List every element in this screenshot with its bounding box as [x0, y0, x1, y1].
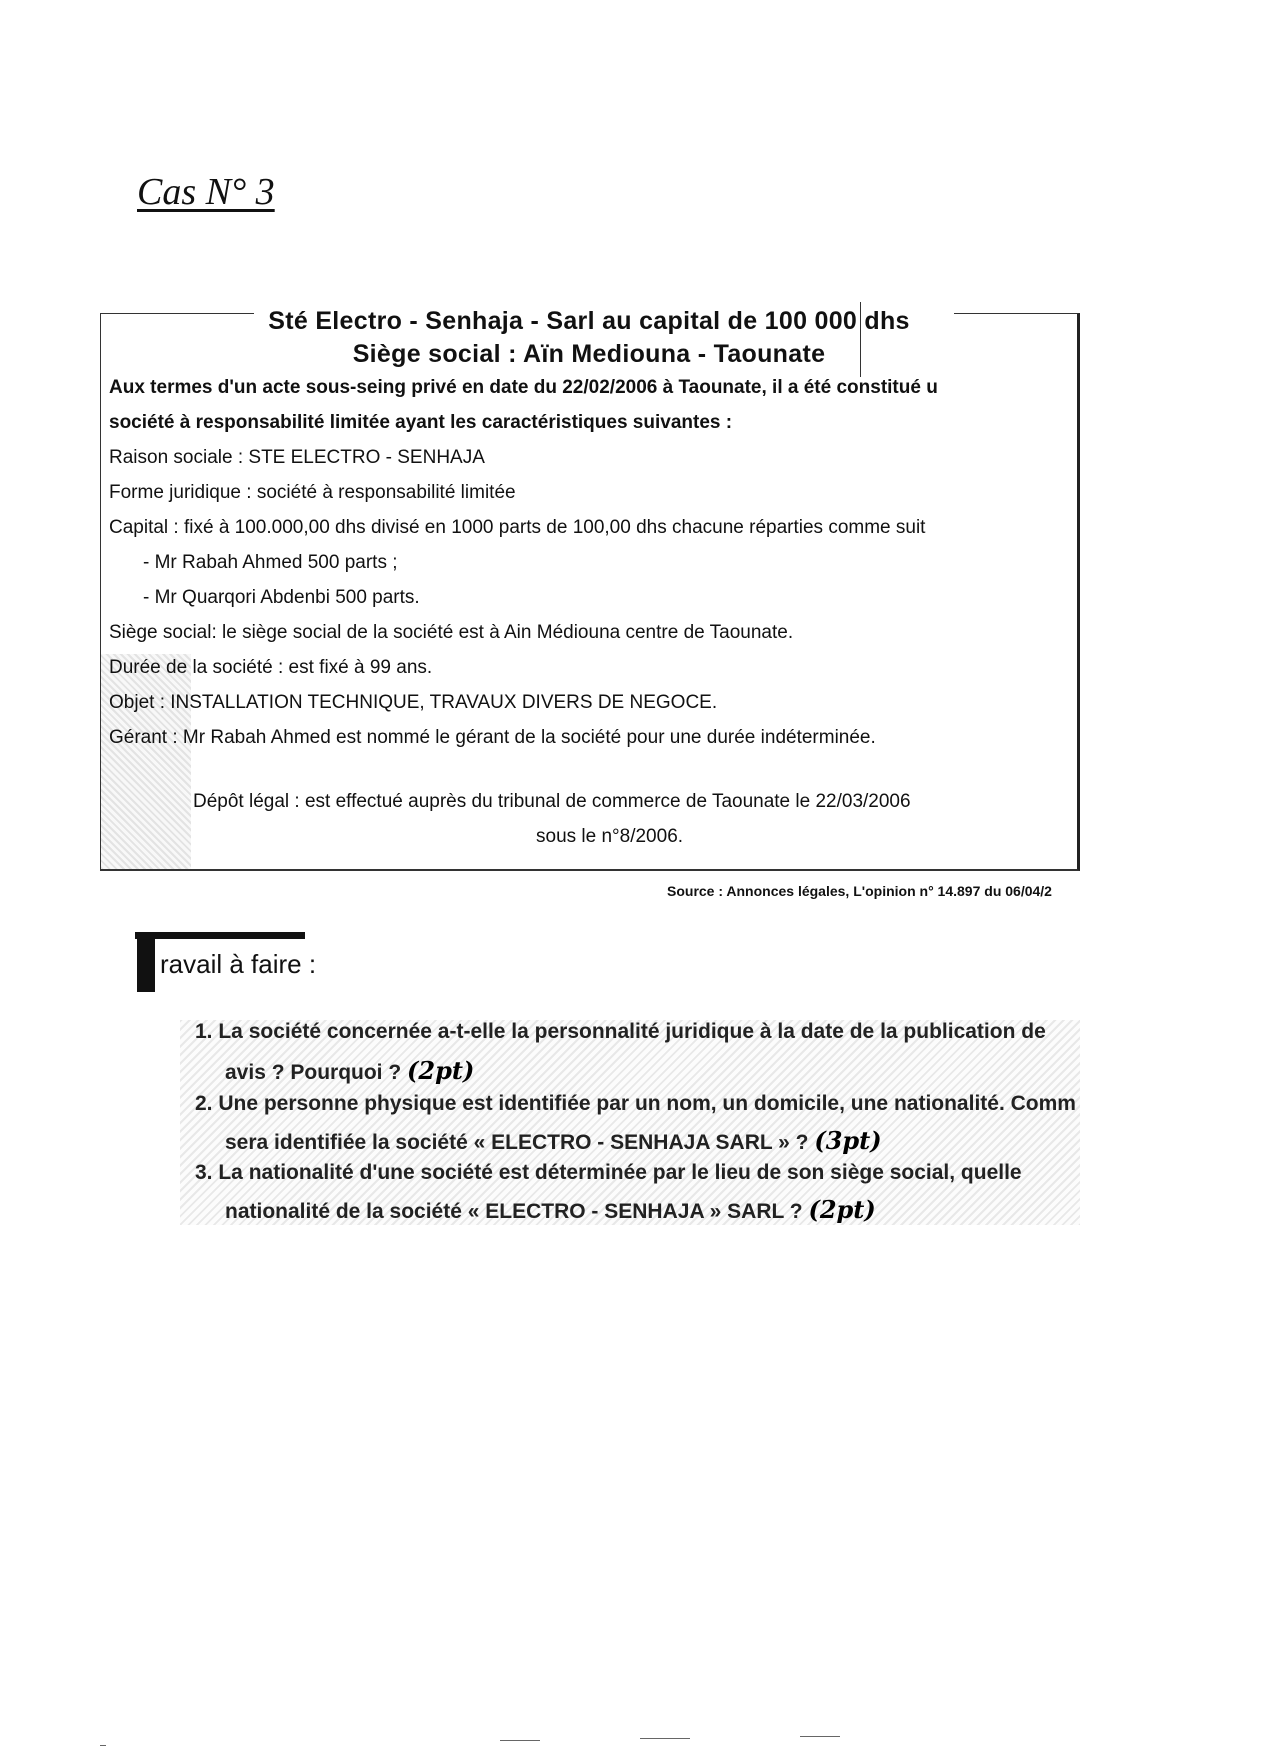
- notice-heading-seat: Siège social : Aïn Mediouna - Taounate: [352, 340, 826, 368]
- notice-line-6: - Mr Rabah Ahmed 500 parts ;: [143, 552, 398, 573]
- notice-line-4: Forme juridique : société à responsabilité limitée: [109, 482, 516, 503]
- question-1-mark: (2pt): [407, 1056, 475, 1085]
- scan-mark: [100, 1745, 106, 1746]
- notice-line-2: société à responsabilité limitée ayant les caractéristiques suivantes :: [109, 412, 733, 433]
- notice-line-1: Aux termes d'un acte sous-seing privé en date du 22/02/2006 à Taounate, il a été constitué u: [109, 377, 938, 398]
- travail-bar: [135, 932, 305, 939]
- source-citation: Source : Annonces légales, L'opinion n° 14.897 du 06/04/2: [667, 883, 1052, 899]
- scan-mark: [500, 1740, 540, 1741]
- question-1-text: avis ? Pourquoi ?: [225, 1061, 402, 1084]
- question-2-line-1: 2. Une personne physique est identifiée par un nom, un domicile, une nationalité. Comm: [195, 1092, 1076, 1115]
- notice-line-9: Durée de la société : est fixé à 99 ans.: [109, 657, 433, 678]
- notice-line-8: Siège social: le siège social de la société est à Ain Médiouna centre de Taounate.: [109, 622, 794, 643]
- notice-line-13: sous le n°8/2006.: [536, 826, 684, 847]
- case-title: Cas N° 3: [137, 171, 275, 213]
- notice-line-3: Raison sociale : STE ELECTRO - SENHAJA: [109, 447, 485, 468]
- question-3-line-2: [225, 1195, 876, 1224]
- scan-artifact: [101, 654, 191, 869]
- legal-notice-box: [100, 307, 1080, 871]
- question-1-line-1: 1. La société concernée a-t-elle la personnalité juridique à la date de la publication de: [195, 1020, 1046, 1043]
- scan-mark: [800, 1736, 840, 1737]
- notice-line-10: Objet : INSTALLATION TECHNIQUE, TRAVAUX DIVERS DE NEGOCE.: [109, 692, 718, 713]
- notice-heading-company: Sté Electro - Senhaja - Sarl au capital de 100 000 dhs: [268, 307, 910, 335]
- question-3-text: nationalité de la société « ELECTRO - SENHAJA » SARL ?: [225, 1200, 803, 1223]
- notice-line-12: Dépôt légal : est effectué auprès du tribunal de commerce de Taounate le 22/03/2006: [193, 791, 911, 812]
- question-2-line-2: [225, 1126, 882, 1155]
- scan-mark: [640, 1738, 690, 1739]
- notice-line-7: - Mr Quarqori Abdenbi 500 parts.: [143, 587, 420, 608]
- travail-initial-T: [137, 932, 157, 992]
- question-3-line-1: 3. La nationalité d'une société est déterminée par le lieu de son siège social, quelle: [195, 1161, 1022, 1184]
- question-2-text: sera identifiée la société « ELECTRO - SENHAJA SARL » ?: [225, 1131, 809, 1154]
- question-2-mark: (3pt): [814, 1126, 882, 1155]
- questions-block: [180, 1020, 1076, 1224]
- travail-label: ravail à faire :: [160, 949, 317, 979]
- notice-line-11: Gérant : Mr Rabah Ahmed est nommé le gérant de la société pour une durée indéterminée.: [109, 727, 876, 748]
- notice-line-5: Capital : fixé à 100.000,00 dhs divisé en 1000 parts de 100,00 dhs chacune réparties comme suit: [109, 517, 926, 538]
- question-3-mark: (2pt): [808, 1195, 876, 1224]
- question-1-line-2: [225, 1056, 474, 1085]
